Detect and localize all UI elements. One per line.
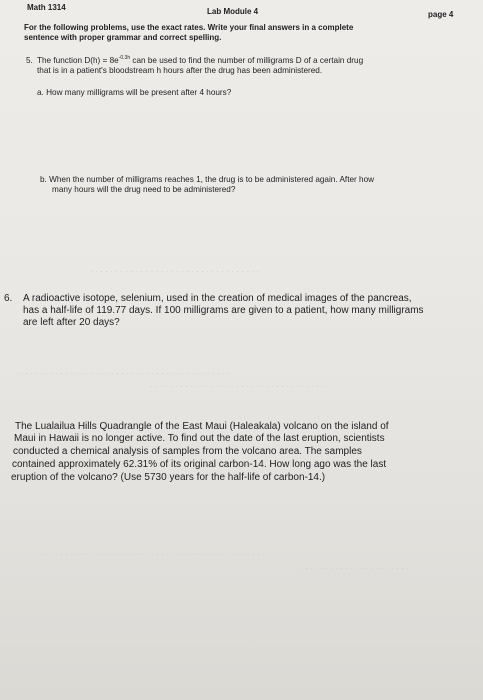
- problem-7-line-3: conducted a chemical analysis of samples from the volcano area. The samples: [13, 446, 362, 457]
- problem-5-number: 5.: [26, 56, 33, 65]
- problem-5-line-2: that is in a patient's bloodstream h hours after the drug has been administered.: [37, 66, 323, 75]
- problem-5b-question-line-1: b. When the number of milligrams reaches 1, the drug is to be administered again. After how: [40, 175, 375, 184]
- problem-5-function-text-rest: can be used to find the number of milligrams D of a certain drug: [130, 56, 364, 65]
- problem-5b-question-line-2: many hours will the drug need to be administered?: [52, 185, 236, 194]
- page-number: page 4: [428, 10, 454, 19]
- problem-6-line-1: A radioactive isotope, selenium, used in the creation of medical images of the pancreas,: [23, 293, 412, 304]
- problem-6-number: 6.: [4, 293, 13, 304]
- problem-6-line-3: are left after 20 days?: [23, 317, 120, 328]
- problem-7-line-4: contained approximately 62.31% of its original carbon-14. How long ago was the last: [12, 459, 387, 470]
- bleed-through-text: . . . . . . . . . . . . . . . . . . . . . .: [300, 562, 409, 571]
- instructions-line-1: For the following problems, use the exact rates. Write your final answers in a complete: [24, 23, 354, 32]
- problem-5a-question: a. How many milligrams will be present after 4 hours?: [37, 88, 232, 97]
- bleed-through-text: . . . . . . . . . . . . . . . . . . . . . . . . . . . . . . . . . . . . . . . . . .: [20, 367, 230, 376]
- bleed-through-text: . . . . . . . . . . . . . . . . . . . . . . . . . . . . . . . . . . .: [150, 380, 325, 389]
- problem-7-line-2: Maui in Hawaii is no longer active. To find out the date of the last eruption, scientists: [14, 433, 385, 444]
- problem-5-exponent: -0.3h: [118, 55, 131, 61]
- course-label: Math 1314: [27, 3, 66, 12]
- instructions-line-2: sentence with proper grammar and correct spelling.: [24, 33, 222, 42]
- module-label: Lab Module 4: [207, 7, 259, 16]
- problem-6-line-2: has a half-life of 119.77 days. If 100 milligrams are given to a patient, how many milligrams: [23, 305, 424, 316]
- problem-7-line-5: eruption of the volcano? (Use 5730 years for the half-life of carbon-14.): [11, 472, 326, 483]
- bleed-through-text: . . . . . . . . . . . . . . . . . . . . . . . . . . . . . . . . . . . . . . . . . . . . . .: [40, 548, 270, 557]
- problem-7-line-1: The Lualailua Hills Quadrangle of the East Maui (Haleakala) volcano on the island of: [15, 421, 389, 432]
- problem-5-function-text: The function D(h) = 8e: [37, 56, 119, 65]
- bleed-through-text: . . . . . . . . . . . . . . . . . . . . . . . . . . . . . . . . . .: [90, 265, 260, 274]
